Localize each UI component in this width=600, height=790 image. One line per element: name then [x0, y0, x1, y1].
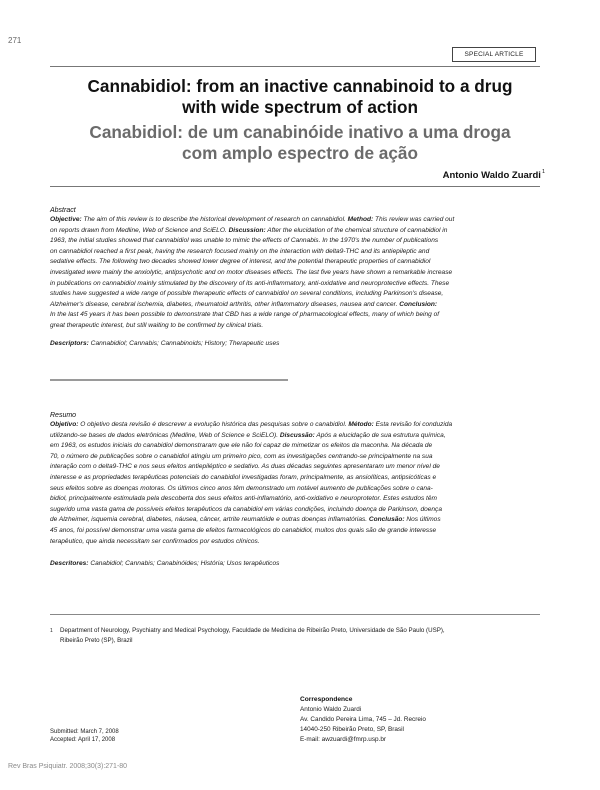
title-en-line: Cannabidiol: from an inactive cannabinoid to a drug [87, 76, 513, 96]
text-run: on reports drawn from Medline, Web of Science and SciELO. [50, 226, 229, 234]
resumo-line [50, 441, 542, 452]
affiliation-footnote [50, 626, 540, 646]
resumo-line [50, 452, 542, 463]
resumo-heading: Resumo [50, 412, 77, 419]
resumo-line [50, 537, 542, 548]
title-en-line: with wide spectrum of action [182, 97, 418, 117]
resumo-line [50, 431, 542, 442]
article-title-english [40, 76, 560, 118]
submitted-date: Submitted: March 7, 2008 [50, 729, 119, 735]
abstract-line [50, 268, 542, 279]
text-run: studies have suggested a wide range of possible therapeutic effects of cannabidiol on several conditions, including Parkinson's disease, [50, 290, 444, 298]
resumo-body [50, 420, 542, 547]
resumo-line [50, 473, 542, 484]
resumo-line [50, 526, 542, 537]
text-run: Alzheimer's disease, cerebral ischemia, diabetes, rheumatoid arthritis, other inflammatory diseases, nausea and cancer. [50, 300, 400, 308]
text-run: great therapeutic interest, but still waiting to be confirmed by clinical trials. [50, 321, 264, 329]
section-keyword: Método: [348, 421, 374, 428]
text-run: O objetivo desta revisão é descrever a evolução histórica das pesquisas sobre o canabidiol. [78, 421, 349, 428]
resumo-line [50, 494, 542, 505]
text-run: 45 anos, foi possível demonstrar uma vasta gama de efeitos farmacológicos do canabidiol, muitos dos quais são de grande interesse [50, 526, 437, 534]
abstract-line [50, 226, 542, 237]
abstract-line [50, 236, 542, 247]
author-name: Antonio Waldo Zuardi [442, 170, 541, 181]
text-run: seus efeitos sobre as doenças motoras. Os últimos cinco anos têm demonstrado um notável aumento de publicações sobre o cana- [50, 484, 433, 492]
section-label: SPECIAL ARTICLE [452, 47, 536, 62]
correspondence-name: Antonio Waldo Zuardi [300, 706, 362, 713]
footnote-line: Department of Neurology, Psychiatry and Medical Psychology, Faculdade de Medicina de Ribeirão Preto, Universidade de São Paulo (USP), [60, 627, 445, 634]
descriptors-text: Cannabidiol; Cannabis; Cannabinoids; History; Therapeutic uses [88, 340, 280, 347]
text-run: on cannabidiol reached a first peak, having the research focused mainly on the interaction with delta9-THC and its antiepileptic and [50, 247, 430, 255]
abstract-line [50, 247, 542, 258]
text-run: In the last 45 years it has been possible to demonstrate that CBD has a wide range of pharmacological effects, many of which being of [50, 311, 440, 319]
descritores-label: Descritores: [50, 560, 89, 567]
abstract-line [50, 279, 542, 290]
footnote-rule [50, 614, 540, 615]
journal-reference: Rev Bras Psiquiatr. 2008;30(3):271-80 [8, 763, 128, 770]
title-pt-line: com amplo espectro de ação [182, 143, 418, 163]
text-run: Após a elucidação de sua estrutura química, [314, 431, 446, 439]
correspondence-city: 14040-250 Ribeirão Preto, SP, Brasil [300, 726, 404, 733]
abstract-line [50, 215, 542, 226]
header-rule [50, 66, 540, 67]
author-line [443, 170, 545, 181]
abstract-body [50, 215, 542, 332]
abstract-line [50, 321, 542, 332]
abstract-line [50, 300, 542, 311]
accepted-date: Accepted: April 17, 2008 [50, 737, 116, 743]
correspondence-address: Av. Candido Pereira Lima, 745 – Jd. Recreio [300, 716, 426, 723]
descriptors-label: Descriptors: [50, 340, 89, 347]
correspondence-email: E-mail: awzuardi@fmrp.usp.br [300, 736, 387, 743]
section-keyword: Conclusion: [399, 300, 438, 308]
abstract-line [50, 310, 542, 321]
text-run: de Alzheimer, isquemia cerebral, diabetes, náusea, câncer, artrite reumatóide e outras doenças inflamatórias. [50, 516, 369, 524]
resumo-line [50, 462, 542, 473]
article-title-portuguese [40, 122, 560, 164]
text-run: The aim of this review is to describe the historical development of research on cannabidiol. [81, 216, 348, 223]
text-run: terapêutico, que ainda necessitam ser confirmados por estudos clínicos. [50, 537, 260, 545]
text-run: 1963, the initial studies showed that cannabidiol was unable to mimic the effects of Cannabis. In the 1970's the number of publications [50, 237, 439, 245]
text-run: 70, o número de publicações sobre o canabidiol atingiu um primeiro pico, com as investigações centrando-se principalmente na sua [50, 452, 433, 460]
section-keyword: Discussão: [279, 431, 315, 439]
abstract-descriptors [50, 340, 542, 347]
text-run: em 1963, os estudos iniciais do canabidiol demonstraram que ele não foi capaz de mimetizar os efeitos da maconha. Na década de [50, 442, 433, 450]
text-run: bidiol, principalmente estimulada pela descoberta dos seus efeitos anti-inflamatório, anti-oxidativo e neuroprotetor. Estes estudos têm [50, 495, 437, 503]
descritores-text: Canabidiol; Cannabis; Canabinóides; História; Usos terapêuticos [88, 560, 280, 567]
abstract-line [50, 289, 542, 300]
section-divider [50, 379, 288, 381]
text-run: sedative effects. The following two decades showed lower degree of interest, and the potential therapeutic properties of cannabidiol [50, 258, 431, 266]
resumo-line [50, 505, 542, 516]
text-run: Esta revisão foi conduzida [373, 421, 453, 428]
footnote-mark: 1 [50, 628, 53, 634]
text-run: Nos últimos [404, 516, 441, 524]
section-keyword: Discussion: [228, 226, 266, 234]
abstract-line [50, 257, 542, 268]
resumo-line [50, 515, 542, 526]
resumo-line [50, 484, 542, 495]
text-run: utilizando-se bases de dados eletrônicas (Medline, Web of Science e SciELO). [50, 431, 280, 439]
section-keyword: Method: [347, 216, 374, 223]
correspondence-heading: Correspondence [300, 696, 353, 703]
author-rule [50, 186, 540, 187]
text-run: in publications on cannabidiol mainly stimulated by the discovery of its anti-inflammatory, anti-oxidative and neuroprotective effects. These [50, 279, 450, 287]
text-run: sugerido uma vasta gama de possíveis efeitos terapêuticos da canabidiol em várias condições, incluindo doença de Parkinson, doença [50, 505, 442, 513]
section-keyword: Objective: [50, 216, 82, 223]
abstract-heading: Abstract [50, 207, 76, 214]
text-run: After the elucidation of the chemical structure of cannabidiol in [265, 226, 448, 234]
section-keyword: Objetivo: [50, 421, 79, 428]
text-run: interação com o delta9-THC e nos seus efeitos antiepiléptico e sedativo. As duas décadas seguintes apresentaram um menor nível de [50, 463, 440, 471]
resumo-descriptors [50, 560, 542, 567]
page-number: 271 [8, 36, 22, 45]
section-keyword: Conclusão: [368, 516, 405, 524]
text-run: investigated were mainly the anxiolytic, antipsychotic and on motor diseases effects. The last five years have shown a remarkable increase [50, 268, 453, 276]
resumo-line [50, 420, 542, 431]
footnote-line: Ribeirão Preto (SP), Brazil [60, 637, 133, 644]
text-run: This review was carried out [373, 216, 455, 223]
author-affiliation-mark: 1 [541, 169, 545, 175]
title-pt-line: Canabidiol: de um canabinóide inativo a uma droga [89, 122, 511, 142]
text-run: interesse e as propriedades terapêuticas potenciais do canabidiol investigadas foram, principalmente, as ansiolíticas, antipsicóticas e [50, 473, 437, 481]
